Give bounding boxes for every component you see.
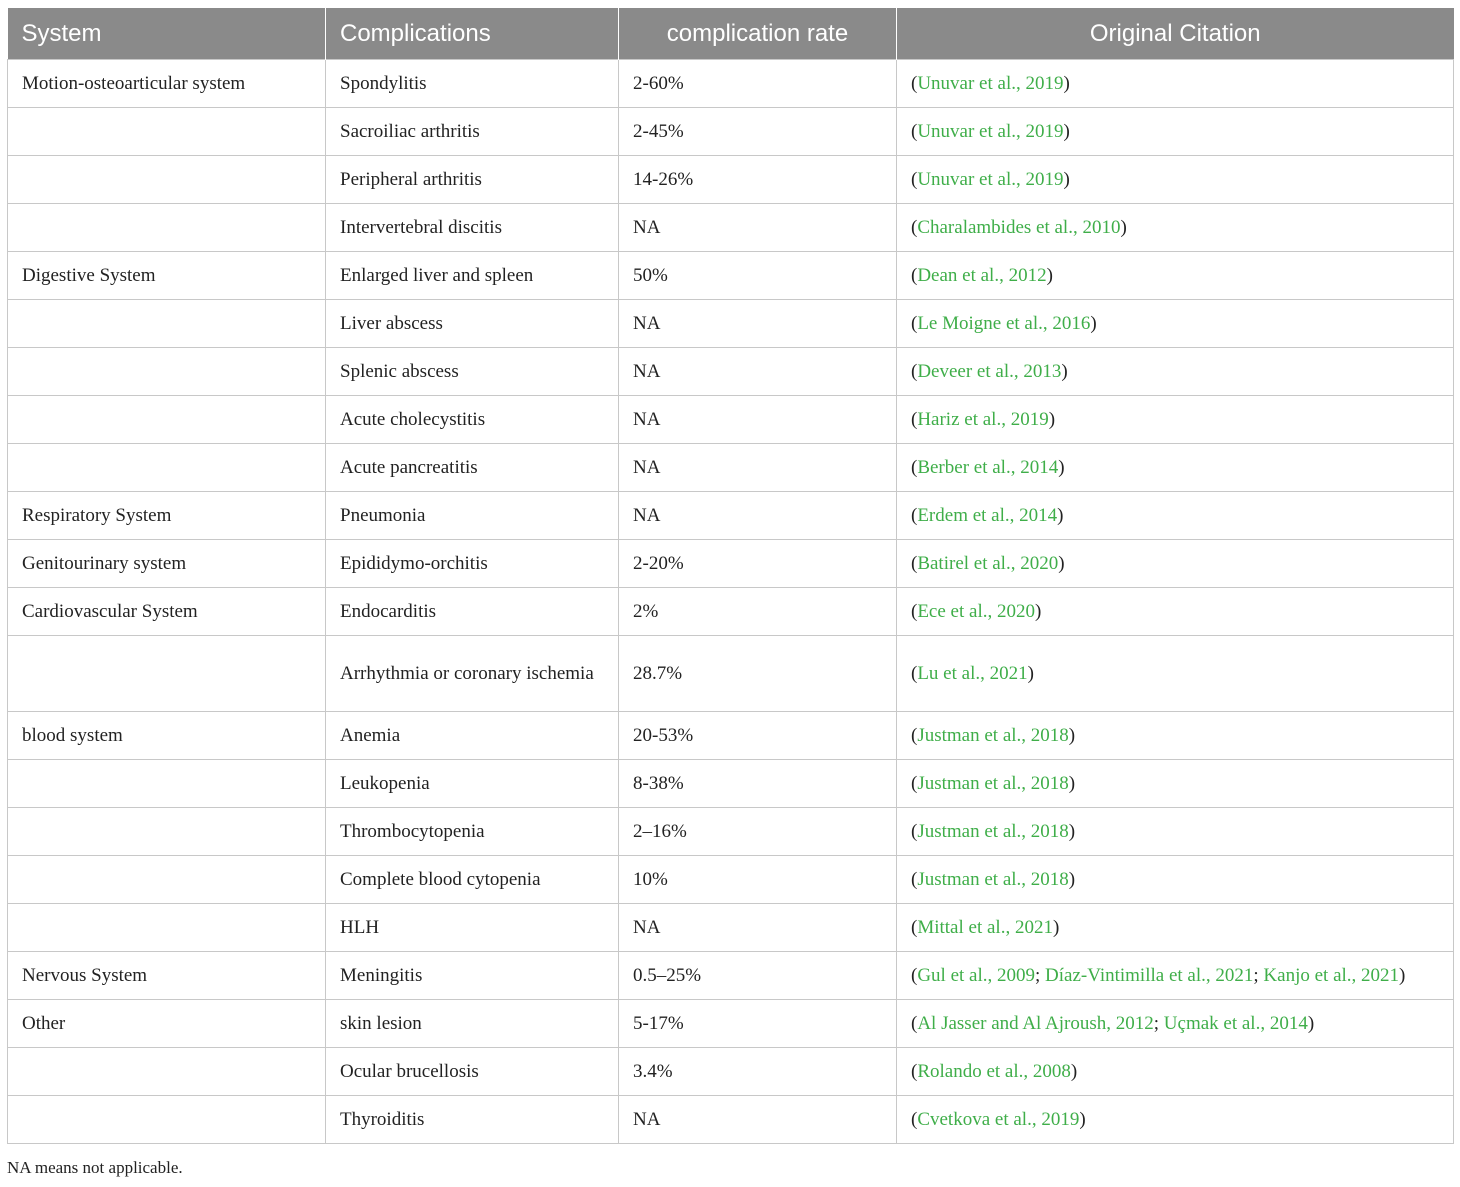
cell-complication: Acute cholecystitis: [326, 396, 619, 444]
cell-complication-rate: NA: [619, 492, 897, 540]
cell-complication-rate: 5-17%: [619, 1000, 897, 1048]
table-row: [8, 60, 1454, 108]
table-row: [8, 856, 1454, 904]
cell-citation: (Lu et al., 2021): [897, 636, 1454, 712]
table-row: [8, 444, 1454, 492]
cell-citation: (Gul et al., 2009; Díaz-Vintimilla et al., 2021; Kanjo et al., 2021): [897, 952, 1454, 1000]
table-row: [8, 108, 1454, 156]
cell-citation: (Unuvar et al., 2019): [897, 156, 1454, 204]
header-complication-rate: complication rate: [619, 8, 897, 60]
table-row: [8, 396, 1454, 444]
cell-complication-rate: 0.5–25%: [619, 952, 897, 1000]
table-row: [8, 492, 1454, 540]
cell-system: Genitourinary system: [8, 540, 326, 588]
cell-citation: (Justman et al., 2018): [897, 808, 1454, 856]
cell-complication: Thyroiditis: [326, 1096, 619, 1144]
cell-citation: (Al Jasser and Al Ajroush, 2012; Uçmak et al., 2014): [897, 1000, 1454, 1048]
cell-system: [8, 856, 326, 904]
cell-complication: Complete blood cytopenia: [326, 856, 619, 904]
table-row: [8, 588, 1454, 636]
table-row: [8, 952, 1454, 1000]
cell-complication: Pneumonia: [326, 492, 619, 540]
cell-complication-rate: 50%: [619, 252, 897, 300]
header-complications: Complications: [326, 8, 619, 60]
cell-complication-rate: 2-60%: [619, 60, 897, 108]
cell-complication-rate: 3.4%: [619, 1048, 897, 1096]
citation-link[interactable]: Justman et al., 2018: [917, 725, 1069, 746]
cell-complication: Acute pancreatitis: [326, 444, 619, 492]
citation-link[interactable]: Cvetkova et al., 2019: [917, 1109, 1080, 1130]
table-row: [8, 712, 1454, 760]
cell-complication-rate: NA: [619, 348, 897, 396]
cell-system: Other: [8, 1000, 326, 1048]
table-footnote: NA means not applicable.: [7, 1158, 183, 1177]
table-header: [8, 8, 1454, 60]
cell-complication: Meningitis: [326, 952, 619, 1000]
table-row: [8, 760, 1454, 808]
cell-citation: (Le Moigne et al., 2016): [897, 300, 1454, 348]
citation-link[interactable]: Justman et al., 2018: [917, 869, 1069, 890]
citation-link[interactable]: Uçmak et al., 2014: [1163, 1013, 1308, 1034]
citation-link[interactable]: Charalambides et al., 2010: [917, 217, 1121, 238]
citation-link[interactable]: Lu et al., 2021: [917, 663, 1028, 684]
header-system: System: [8, 8, 326, 60]
cell-citation: (Justman et al., 2018): [897, 856, 1454, 904]
cell-citation: (Deveer et al., 2013): [897, 348, 1454, 396]
cell-complication-rate: 2%: [619, 588, 897, 636]
cell-citation: (Unuvar et al., 2019): [897, 60, 1454, 108]
cell-complication-rate: 10%: [619, 856, 897, 904]
cell-complication: HLH: [326, 904, 619, 952]
citation-link[interactable]: Rolando et al., 2008: [917, 1061, 1071, 1082]
cell-citation: (Justman et al., 2018): [897, 760, 1454, 808]
citation-link[interactable]: Hariz et al., 2019: [917, 409, 1049, 430]
table-row: [8, 300, 1454, 348]
cell-complication: Liver abscess: [326, 300, 619, 348]
cell-complication: Sacroiliac arthritis: [326, 108, 619, 156]
cell-citation: (Charalambides et al., 2010): [897, 204, 1454, 252]
cell-complication: Endocarditis: [326, 588, 619, 636]
cell-system: [8, 760, 326, 808]
cell-citation: (Cvetkova et al., 2019): [897, 1096, 1454, 1144]
cell-complication-rate: NA: [619, 204, 897, 252]
cell-complication: Splenic abscess: [326, 348, 619, 396]
cell-complication: Arrhythmia or coronary ischemia: [326, 636, 619, 712]
complications-table-container: [7, 8, 1453, 1144]
table-row: [8, 1000, 1454, 1048]
cell-complication-rate: NA: [619, 300, 897, 348]
cell-complication-rate: 2–16%: [619, 808, 897, 856]
cell-system: [8, 108, 326, 156]
cell-system: [8, 1048, 326, 1096]
cell-citation: (Hariz et al., 2019): [897, 396, 1454, 444]
cell-citation: (Batirel et al., 2020): [897, 540, 1454, 588]
citation-link[interactable]: Unuvar et al., 2019: [917, 73, 1064, 94]
cell-complication-rate: 20-53%: [619, 712, 897, 760]
cell-citation: (Unuvar et al., 2019): [897, 108, 1454, 156]
table-row: [8, 156, 1454, 204]
cell-complication-rate: NA: [619, 396, 897, 444]
cell-system: [8, 156, 326, 204]
cell-citation: (Dean et al., 2012): [897, 252, 1454, 300]
cell-complication: Epididymo-orchitis: [326, 540, 619, 588]
cell-system: [8, 1096, 326, 1144]
cell-complication: skin lesion: [326, 1000, 619, 1048]
cell-system: Motion-osteoarticular system: [8, 60, 326, 108]
citation-link[interactable]: Díaz-Vintimilla et al., 2021: [1045, 965, 1254, 986]
citation-link[interactable]: Mittal et al., 2021: [917, 917, 1053, 938]
cell-complication-rate: 28.7%: [619, 636, 897, 712]
cell-system: [8, 636, 326, 712]
cell-complication-rate: 2-20%: [619, 540, 897, 588]
cell-system: Cardiovascular System: [8, 588, 326, 636]
table-row: [8, 204, 1454, 252]
cell-system: blood system: [8, 712, 326, 760]
cell-citation: (Ece et al., 2020): [897, 588, 1454, 636]
citation-link[interactable]: Le Moigne et al., 2016: [917, 313, 1091, 334]
cell-citation: (Justman et al., 2018): [897, 712, 1454, 760]
table-row: [8, 808, 1454, 856]
cell-citation: (Erdem et al., 2014): [897, 492, 1454, 540]
cell-complication: Peripheral arthritis: [326, 156, 619, 204]
cell-complication: Anemia: [326, 712, 619, 760]
header-original-citation: Original Citation: [897, 8, 1454, 60]
table-row: [8, 252, 1454, 300]
table-row: [8, 904, 1454, 952]
cell-system: Respiratory System: [8, 492, 326, 540]
citation-link[interactable]: Ece et al., 2020: [917, 601, 1035, 622]
cell-citation: (Mittal et al., 2021): [897, 904, 1454, 952]
table-row: [8, 636, 1454, 712]
cell-complication: Intervertebral discitis: [326, 204, 619, 252]
cell-complication-rate: NA: [619, 444, 897, 492]
cell-complication-rate: NA: [619, 1096, 897, 1144]
cell-system: [8, 904, 326, 952]
header-row: [8, 8, 1454, 60]
citation-link[interactable]: Dean et al., 2012: [917, 265, 1047, 286]
cell-complication-rate: 8-38%: [619, 760, 897, 808]
citation-link[interactable]: Gul et al., 2009: [917, 965, 1036, 986]
cell-citation: (Rolando et al., 2008): [897, 1048, 1454, 1096]
citation-link[interactable]: Berber et al., 2014: [917, 457, 1059, 478]
cell-system: [8, 204, 326, 252]
complications-table: [7, 8, 1454, 1144]
citation-link[interactable]: Batirel et al., 2020: [917, 553, 1059, 574]
cell-system: [8, 808, 326, 856]
cell-system: [8, 444, 326, 492]
cell-complication: Spondylitis: [326, 60, 619, 108]
citation-link[interactable]: Unuvar et al., 2019: [917, 169, 1064, 190]
citation-link[interactable]: Justman et al., 2018: [917, 773, 1069, 794]
cell-complication: Ocular brucellosis: [326, 1048, 619, 1096]
table-body: [8, 60, 1454, 1144]
citation-link[interactable]: Deveer et al., 2013: [917, 361, 1062, 382]
table-row: [8, 1048, 1454, 1096]
table-row: [8, 348, 1454, 396]
citation-link[interactable]: Kanjo et al., 2021: [1263, 965, 1400, 986]
cell-complication-rate: 2-45%: [619, 108, 897, 156]
cell-complication-rate: NA: [619, 904, 897, 952]
citation-link[interactable]: Al Jasser and Al Ajroush, 2012: [917, 1013, 1154, 1034]
cell-system: Nervous System: [8, 952, 326, 1000]
cell-complication-rate: 14-26%: [619, 156, 897, 204]
table-row: [8, 1096, 1454, 1144]
table-row: [8, 540, 1454, 588]
cell-complication: Thrombocytopenia: [326, 808, 619, 856]
cell-system: [8, 300, 326, 348]
cell-complication: Enlarged liver and spleen: [326, 252, 619, 300]
cell-system: Digestive System: [8, 252, 326, 300]
cell-complication: Leukopenia: [326, 760, 619, 808]
cell-citation: (Berber et al., 2014): [897, 444, 1454, 492]
citation-link[interactable]: Justman et al., 2018: [917, 821, 1069, 842]
citation-link[interactable]: Erdem et al., 2014: [917, 505, 1058, 526]
cell-system: [8, 348, 326, 396]
cell-system: [8, 396, 326, 444]
citation-link[interactable]: Unuvar et al., 2019: [917, 121, 1064, 142]
